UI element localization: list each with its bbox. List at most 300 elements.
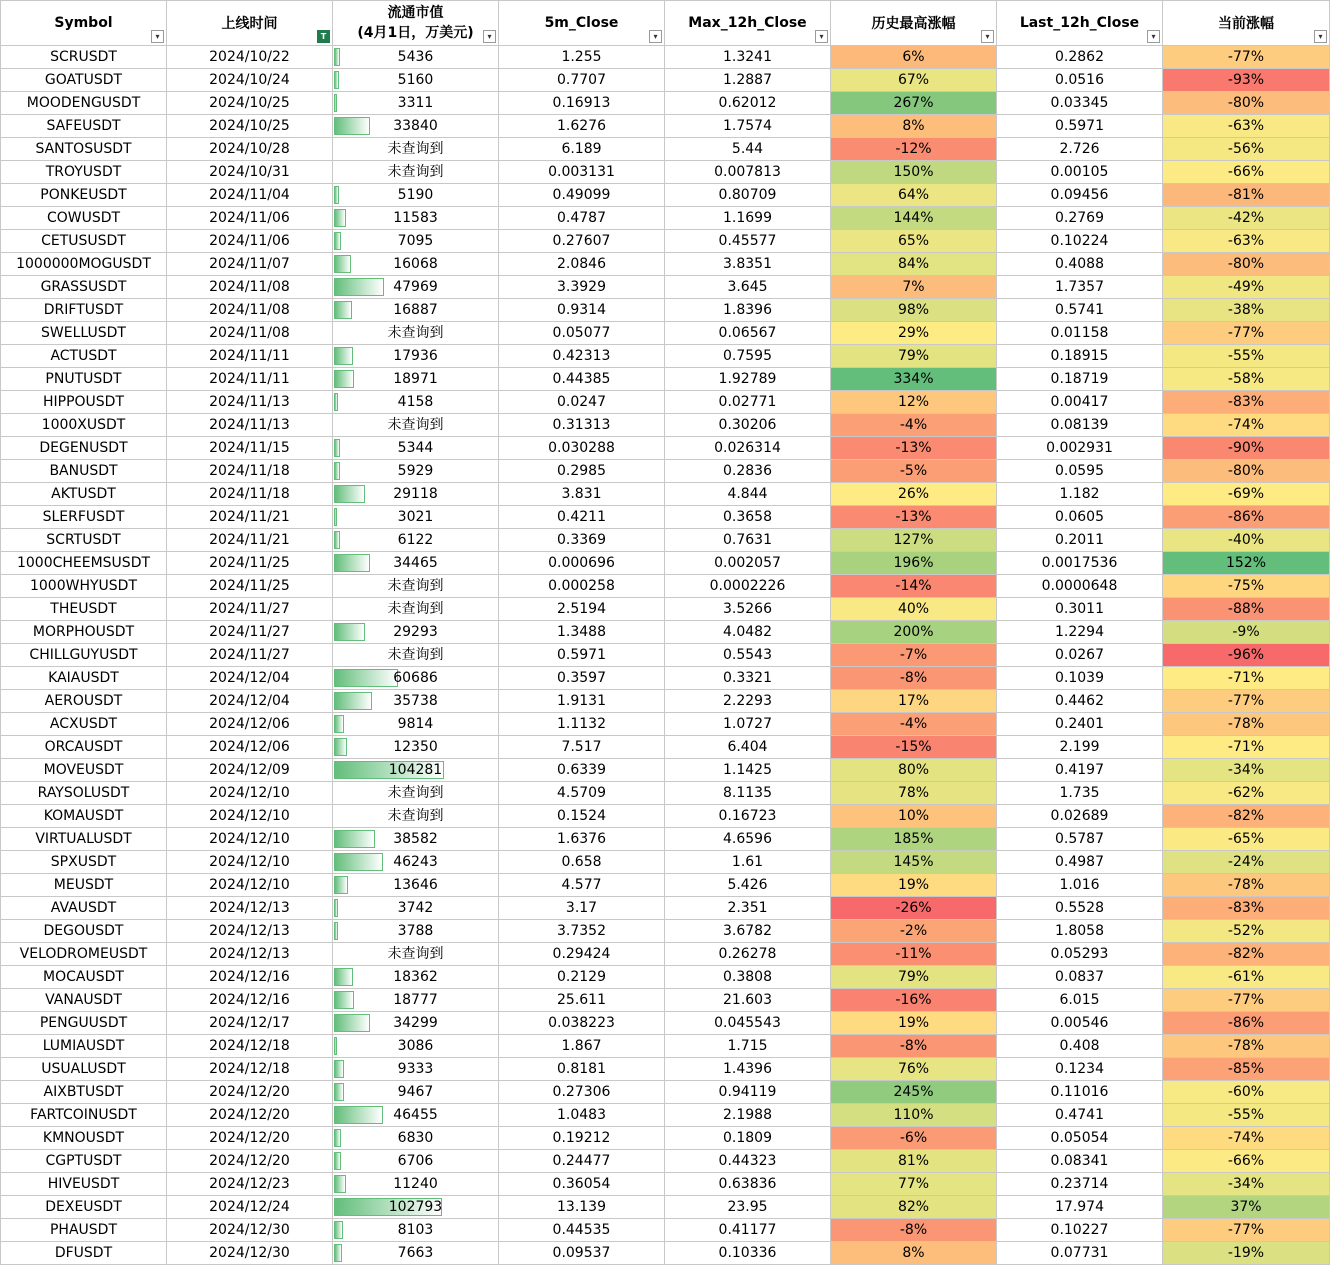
current-gain-cell[interactable]: -77% [1163, 989, 1330, 1012]
close-5m-cell[interactable]: 3.17 [499, 897, 665, 920]
header-max-12h-close[interactable] [665, 1, 831, 46]
max-12h-close-cell[interactable]: 8.1135 [665, 782, 831, 805]
market-cap-cell[interactable] [333, 736, 499, 759]
current-gain-cell[interactable]: -65% [1163, 828, 1330, 851]
symbol-cell[interactable]: ACXUSDT [1, 713, 167, 736]
last-12h-close-cell[interactable]: 0.23714 [997, 1173, 1163, 1196]
launch-date-cell[interactable]: 2024/12/09 [167, 759, 333, 782]
market-cap-cell[interactable] [333, 506, 499, 529]
launch-date-cell[interactable]: 2024/11/27 [167, 621, 333, 644]
last-12h-close-cell[interactable]: 0.0267 [997, 644, 1163, 667]
symbol-cell[interactable]: AIXBTUSDT [1, 1081, 167, 1104]
close-5m-cell[interactable]: 0.4211 [499, 506, 665, 529]
historical-max-gain-cell[interactable]: 79% [831, 966, 997, 989]
current-gain-cell[interactable]: -93% [1163, 69, 1330, 92]
max-12h-close-cell[interactable]: 0.30206 [665, 414, 831, 437]
last-12h-close-cell[interactable]: 0.2401 [997, 713, 1163, 736]
close-5m-cell[interactable]: 7.517 [499, 736, 665, 759]
historical-max-gain-cell[interactable]: 64% [831, 184, 997, 207]
launch-date-cell[interactable]: 2024/10/25 [167, 115, 333, 138]
historical-max-gain-cell[interactable]: 12% [831, 391, 997, 414]
launch-date-cell[interactable]: 2024/11/27 [167, 598, 333, 621]
market-cap-cell[interactable] [333, 966, 499, 989]
max-12h-close-cell[interactable]: 0.3321 [665, 667, 831, 690]
historical-max-gain-cell[interactable]: 29% [831, 322, 997, 345]
symbol-cell[interactable]: SLERFUSDT [1, 506, 167, 529]
last-12h-close-cell[interactable]: 0.5528 [997, 897, 1163, 920]
current-gain-cell[interactable]: -77% [1163, 690, 1330, 713]
max-12h-close-cell[interactable]: 0.1809 [665, 1127, 831, 1150]
close-5m-cell[interactable]: 0.1524 [499, 805, 665, 828]
historical-max-gain-cell[interactable]: -12% [831, 138, 997, 161]
last-12h-close-cell[interactable]: 0.08139 [997, 414, 1163, 437]
close-5m-cell[interactable]: 0.3597 [499, 667, 665, 690]
symbol-cell[interactable]: PONKEUSDT [1, 184, 167, 207]
market-cap-cell[interactable] [333, 690, 499, 713]
symbol-cell[interactable]: 1000CHEEMSUSDT [1, 552, 167, 575]
current-gain-cell[interactable]: -19% [1163, 1242, 1330, 1265]
historical-max-gain-cell[interactable]: 144% [831, 207, 997, 230]
current-gain-cell[interactable]: -80% [1163, 253, 1330, 276]
market-cap-cell[interactable] [333, 1081, 499, 1104]
symbol-cell[interactable]: SPXUSDT [1, 851, 167, 874]
launch-date-cell[interactable]: 2024/11/08 [167, 322, 333, 345]
historical-max-gain-cell[interactable]: 98% [831, 299, 997, 322]
market-cap-cell[interactable] [333, 115, 499, 138]
historical-max-gain-cell[interactable]: 8% [831, 1242, 997, 1265]
launch-date-cell[interactable]: 2024/11/13 [167, 414, 333, 437]
header-last-12h-close[interactable] [997, 1, 1163, 46]
close-5m-cell[interactable]: 13.139 [499, 1196, 665, 1219]
close-5m-cell[interactable]: 0.27306 [499, 1081, 665, 1104]
close-5m-cell[interactable]: 0.3369 [499, 529, 665, 552]
market-cap-cell[interactable] [333, 1058, 499, 1081]
max-12h-close-cell[interactable]: 0.10336 [665, 1242, 831, 1265]
max-12h-close-cell[interactable]: 0.63836 [665, 1173, 831, 1196]
historical-max-gain-cell[interactable]: -8% [831, 1219, 997, 1242]
launch-date-cell[interactable]: 2024/12/20 [167, 1104, 333, 1127]
max-12h-close-cell[interactable]: 0.045543 [665, 1012, 831, 1035]
launch-date-cell[interactable]: 2024/12/20 [167, 1081, 333, 1104]
market-cap-cell[interactable] [333, 483, 499, 506]
current-gain-cell[interactable]: -60% [1163, 1081, 1330, 1104]
historical-max-gain-cell[interactable]: 65% [831, 230, 997, 253]
last-12h-close-cell[interactable]: 0.00546 [997, 1012, 1163, 1035]
symbol-cell[interactable]: LUMIAUSDT [1, 1035, 167, 1058]
market-cap-cell[interactable] [333, 437, 499, 460]
historical-max-gain-cell[interactable]: -2% [831, 920, 997, 943]
symbol-cell[interactable]: GRASSUSDT [1, 276, 167, 299]
current-gain-cell[interactable]: -80% [1163, 460, 1330, 483]
symbol-cell[interactable]: PHAUSDT [1, 1219, 167, 1242]
max-12h-close-cell[interactable]: 1.1425 [665, 759, 831, 782]
market-cap-cell[interactable] [333, 667, 499, 690]
market-cap-cell[interactable] [333, 1104, 499, 1127]
symbol-cell[interactable]: 1000WHYUSDT [1, 575, 167, 598]
market-cap-cell[interactable] [333, 299, 499, 322]
close-5m-cell[interactable]: 0.038223 [499, 1012, 665, 1035]
current-gain-cell[interactable]: -56% [1163, 138, 1330, 161]
launch-date-cell[interactable]: 2024/12/16 [167, 989, 333, 1012]
launch-date-cell[interactable]: 2024/11/08 [167, 299, 333, 322]
last-12h-close-cell[interactable]: 0.4462 [997, 690, 1163, 713]
historical-max-gain-cell[interactable]: 19% [831, 874, 997, 897]
current-gain-cell[interactable]: -55% [1163, 345, 1330, 368]
historical-max-gain-cell[interactable]: -6% [831, 1127, 997, 1150]
current-gain-cell[interactable]: -86% [1163, 1012, 1330, 1035]
symbol-cell[interactable]: SCRUSDT [1, 46, 167, 69]
symbol-cell[interactable]: 1000000MOGUSDT [1, 253, 167, 276]
symbol-cell[interactable]: CHILLGUYUSDT [1, 644, 167, 667]
historical-max-gain-cell[interactable]: 196% [831, 552, 997, 575]
symbol-cell[interactable]: CETUSUSDT [1, 230, 167, 253]
historical-max-gain-cell[interactable]: 84% [831, 253, 997, 276]
launch-date-cell[interactable]: 2024/12/18 [167, 1058, 333, 1081]
close-5m-cell[interactable]: 0.5971 [499, 644, 665, 667]
symbol-cell[interactable]: DEGOUSDT [1, 920, 167, 943]
historical-max-gain-cell[interactable]: 78% [831, 782, 997, 805]
symbol-cell[interactable]: SANTOSUSDT [1, 138, 167, 161]
symbol-cell[interactable]: PENGUUSDT [1, 1012, 167, 1035]
market-cap-cell[interactable] [333, 138, 499, 161]
close-5m-cell[interactable]: 0.003131 [499, 161, 665, 184]
last-12h-close-cell[interactable]: 0.0000648 [997, 575, 1163, 598]
current-gain-cell[interactable]: -55% [1163, 1104, 1330, 1127]
close-5m-cell[interactable]: 0.49099 [499, 184, 665, 207]
historical-max-gain-cell[interactable]: 267% [831, 92, 997, 115]
market-cap-cell[interactable] [333, 644, 499, 667]
current-gain-cell[interactable]: -40% [1163, 529, 1330, 552]
current-gain-cell[interactable]: -80% [1163, 92, 1330, 115]
market-cap-cell[interactable] [333, 989, 499, 1012]
close-5m-cell[interactable]: 3.3929 [499, 276, 665, 299]
close-5m-cell[interactable]: 1.255 [499, 46, 665, 69]
launch-date-cell[interactable]: 2024/12/13 [167, 943, 333, 966]
close-5m-cell[interactable]: 3.831 [499, 483, 665, 506]
launch-date-cell[interactable]: 2024/10/31 [167, 161, 333, 184]
historical-max-gain-cell[interactable]: 7% [831, 276, 997, 299]
max-12h-close-cell[interactable]: 1.0727 [665, 713, 831, 736]
launch-date-cell[interactable]: 2024/12/10 [167, 874, 333, 897]
market-cap-cell[interactable] [333, 920, 499, 943]
symbol-cell[interactable]: AEROUSDT [1, 690, 167, 713]
last-12h-close-cell[interactable]: 17.974 [997, 1196, 1163, 1219]
max-12h-close-cell[interactable]: 1.7574 [665, 115, 831, 138]
launch-date-cell[interactable]: 2024/11/13 [167, 391, 333, 414]
symbol-cell[interactable]: GOATUSDT [1, 69, 167, 92]
max-12h-close-cell[interactable]: 0.3808 [665, 966, 831, 989]
current-gain-cell[interactable]: -83% [1163, 897, 1330, 920]
historical-max-gain-cell[interactable]: 17% [831, 690, 997, 713]
max-12h-close-cell[interactable]: 1.61 [665, 851, 831, 874]
header-market-cap[interactable] [333, 1, 499, 46]
market-cap-cell[interactable] [333, 529, 499, 552]
current-gain-cell[interactable]: -74% [1163, 1127, 1330, 1150]
last-12h-close-cell[interactable]: 0.2862 [997, 46, 1163, 69]
launch-date-cell[interactable]: 2024/11/11 [167, 345, 333, 368]
filter-dropdown-icon[interactable]: ▾ [981, 30, 994, 43]
max-12h-close-cell[interactable]: 0.94119 [665, 1081, 831, 1104]
historical-max-gain-cell[interactable]: 200% [831, 621, 997, 644]
max-12h-close-cell[interactable]: 0.44323 [665, 1150, 831, 1173]
last-12h-close-cell[interactable]: 0.002931 [997, 437, 1163, 460]
last-12h-close-cell[interactable]: 0.2011 [997, 529, 1163, 552]
last-12h-close-cell[interactable]: 0.1039 [997, 667, 1163, 690]
close-5m-cell[interactable]: 0.42313 [499, 345, 665, 368]
max-12h-close-cell[interactable]: 0.80709 [665, 184, 831, 207]
symbol-cell[interactable]: VANAUSDT [1, 989, 167, 1012]
symbol-cell[interactable]: DRIFTUSDT [1, 299, 167, 322]
close-5m-cell[interactable]: 0.658 [499, 851, 665, 874]
current-gain-cell[interactable]: -69% [1163, 483, 1330, 506]
symbol-cell[interactable]: DEXEUSDT [1, 1196, 167, 1219]
symbol-cell[interactable]: KOMAUSDT [1, 805, 167, 828]
current-gain-cell[interactable]: -63% [1163, 115, 1330, 138]
header-current-gain[interactable] [1163, 1, 1330, 46]
market-cap-cell[interactable] [333, 759, 499, 782]
market-cap-cell[interactable] [333, 184, 499, 207]
max-12h-close-cell[interactable]: 21.603 [665, 989, 831, 1012]
historical-max-gain-cell[interactable]: 10% [831, 805, 997, 828]
close-5m-cell[interactable]: 0.27607 [499, 230, 665, 253]
current-gain-cell[interactable]: -75% [1163, 575, 1330, 598]
current-gain-cell[interactable]: -77% [1163, 46, 1330, 69]
current-gain-cell[interactable]: -61% [1163, 966, 1330, 989]
market-cap-cell[interactable] [333, 575, 499, 598]
current-gain-cell[interactable]: -74% [1163, 414, 1330, 437]
last-12h-close-cell[interactable]: 0.5971 [997, 115, 1163, 138]
symbol-cell[interactable]: RAYSOLUSDT [1, 782, 167, 805]
max-12h-close-cell[interactable]: 3.8351 [665, 253, 831, 276]
last-12h-close-cell[interactable]: 0.10224 [997, 230, 1163, 253]
filter-dropdown-icon[interactable]: ▾ [483, 30, 496, 43]
max-12h-close-cell[interactable]: 1.4396 [665, 1058, 831, 1081]
launch-date-cell[interactable]: 2024/11/21 [167, 506, 333, 529]
launch-date-cell[interactable]: 2024/11/27 [167, 644, 333, 667]
historical-max-gain-cell[interactable]: 80% [831, 759, 997, 782]
last-12h-close-cell[interactable]: 1.016 [997, 874, 1163, 897]
close-5m-cell[interactable]: 1.9131 [499, 690, 665, 713]
last-12h-close-cell[interactable]: 0.5787 [997, 828, 1163, 851]
symbol-cell[interactable]: BANUSDT [1, 460, 167, 483]
close-5m-cell[interactable]: 1.0483 [499, 1104, 665, 1127]
symbol-cell[interactable]: HIPPOUSDT [1, 391, 167, 414]
close-5m-cell[interactable]: 1.867 [499, 1035, 665, 1058]
close-5m-cell[interactable]: 1.6376 [499, 828, 665, 851]
launch-date-cell[interactable]: 2024/12/20 [167, 1150, 333, 1173]
current-gain-cell[interactable]: -42% [1163, 207, 1330, 230]
last-12h-close-cell[interactable]: 0.4197 [997, 759, 1163, 782]
max-12h-close-cell[interactable]: 1.92789 [665, 368, 831, 391]
market-cap-cell[interactable] [333, 92, 499, 115]
close-5m-cell[interactable]: 0.6339 [499, 759, 665, 782]
close-5m-cell[interactable]: 1.1132 [499, 713, 665, 736]
filter-dropdown-icon[interactable]: ▾ [151, 30, 164, 43]
launch-date-cell[interactable]: 2024/11/25 [167, 575, 333, 598]
historical-max-gain-cell[interactable]: 82% [831, 1196, 997, 1219]
launch-date-cell[interactable]: 2024/10/24 [167, 69, 333, 92]
max-12h-close-cell[interactable]: 4.0482 [665, 621, 831, 644]
max-12h-close-cell[interactable]: 1.715 [665, 1035, 831, 1058]
launch-date-cell[interactable]: 2024/12/04 [167, 690, 333, 713]
launch-date-cell[interactable]: 2024/12/30 [167, 1242, 333, 1265]
launch-date-cell[interactable]: 2024/12/23 [167, 1173, 333, 1196]
historical-max-gain-cell[interactable]: 79% [831, 345, 997, 368]
market-cap-cell[interactable] [333, 345, 499, 368]
filter-dropdown-icon[interactable]: ▾ [1314, 30, 1327, 43]
launch-date-cell[interactable]: 2024/12/10 [167, 851, 333, 874]
historical-max-gain-cell[interactable]: 77% [831, 1173, 997, 1196]
market-cap-cell[interactable] [333, 621, 499, 644]
max-12h-close-cell[interactable]: 1.8396 [665, 299, 831, 322]
market-cap-cell[interactable] [333, 874, 499, 897]
launch-date-cell[interactable]: 2024/11/21 [167, 529, 333, 552]
current-gain-cell[interactable]: 152% [1163, 552, 1330, 575]
market-cap-cell[interactable] [333, 805, 499, 828]
max-12h-close-cell[interactable]: 0.7595 [665, 345, 831, 368]
close-5m-cell[interactable]: 0.44535 [499, 1219, 665, 1242]
symbol-cell[interactable]: VIRTUALUSDT [1, 828, 167, 851]
max-12h-close-cell[interactable]: 3.6782 [665, 920, 831, 943]
max-12h-close-cell[interactable]: 0.5543 [665, 644, 831, 667]
current-gain-cell[interactable]: -63% [1163, 230, 1330, 253]
symbol-cell[interactable]: PNUTUSDT [1, 368, 167, 391]
launch-date-cell[interactable]: 2024/12/13 [167, 897, 333, 920]
market-cap-cell[interactable] [333, 598, 499, 621]
filter-active-icon[interactable]: T [317, 30, 330, 43]
launch-date-cell[interactable]: 2024/12/16 [167, 966, 333, 989]
historical-max-gain-cell[interactable]: -13% [831, 506, 997, 529]
symbol-cell[interactable]: VELODROMEUSDT [1, 943, 167, 966]
market-cap-cell[interactable] [333, 391, 499, 414]
max-12h-close-cell[interactable]: 0.06567 [665, 322, 831, 345]
max-12h-close-cell[interactable]: 0.007813 [665, 161, 831, 184]
max-12h-close-cell[interactable]: 0.02771 [665, 391, 831, 414]
symbol-cell[interactable]: TROYUSDT [1, 161, 167, 184]
max-12h-close-cell[interactable]: 2.351 [665, 897, 831, 920]
max-12h-close-cell[interactable]: 0.2836 [665, 460, 831, 483]
historical-max-gain-cell[interactable]: -11% [831, 943, 997, 966]
current-gain-cell[interactable]: -71% [1163, 736, 1330, 759]
current-gain-cell[interactable]: -9% [1163, 621, 1330, 644]
historical-max-gain-cell[interactable]: 145% [831, 851, 997, 874]
current-gain-cell[interactable]: -34% [1163, 759, 1330, 782]
launch-date-cell[interactable]: 2024/12/13 [167, 920, 333, 943]
max-12h-close-cell[interactable]: 3.645 [665, 276, 831, 299]
historical-max-gain-cell[interactable]: 26% [831, 483, 997, 506]
symbol-cell[interactable]: COWUSDT [1, 207, 167, 230]
last-12h-close-cell[interactable]: 0.05293 [997, 943, 1163, 966]
market-cap-cell[interactable] [333, 943, 499, 966]
market-cap-cell[interactable] [333, 253, 499, 276]
historical-max-gain-cell[interactable]: 110% [831, 1104, 997, 1127]
market-cap-cell[interactable] [333, 46, 499, 69]
symbol-cell[interactable]: MEUSDT [1, 874, 167, 897]
current-gain-cell[interactable]: -71% [1163, 667, 1330, 690]
max-12h-close-cell[interactable]: 23.95 [665, 1196, 831, 1219]
header-5m-close[interactable] [499, 1, 665, 46]
historical-max-gain-cell[interactable]: 245% [831, 1081, 997, 1104]
market-cap-cell[interactable] [333, 1150, 499, 1173]
last-12h-close-cell[interactable]: 0.01158 [997, 322, 1163, 345]
max-12h-close-cell[interactable]: 1.3241 [665, 46, 831, 69]
launch-date-cell[interactable]: 2024/11/07 [167, 253, 333, 276]
current-gain-cell[interactable]: -58% [1163, 368, 1330, 391]
close-5m-cell[interactable]: 2.0846 [499, 253, 665, 276]
launch-date-cell[interactable]: 2024/11/06 [167, 230, 333, 253]
current-gain-cell[interactable]: -82% [1163, 805, 1330, 828]
market-cap-cell[interactable] [333, 782, 499, 805]
symbol-cell[interactable]: CGPTUSDT [1, 1150, 167, 1173]
market-cap-cell[interactable] [333, 69, 499, 92]
current-gain-cell[interactable]: -77% [1163, 1219, 1330, 1242]
launch-date-cell[interactable]: 2024/12/10 [167, 805, 333, 828]
launch-date-cell[interactable]: 2024/12/17 [167, 1012, 333, 1035]
last-12h-close-cell[interactable]: 0.10227 [997, 1219, 1163, 1242]
market-cap-cell[interactable] [333, 897, 499, 920]
historical-max-gain-cell[interactable]: 19% [831, 1012, 997, 1035]
market-cap-cell[interactable] [333, 552, 499, 575]
close-5m-cell[interactable]: 0.36054 [499, 1173, 665, 1196]
close-5m-cell[interactable]: 0.09537 [499, 1242, 665, 1265]
max-12h-close-cell[interactable]: 0.45577 [665, 230, 831, 253]
max-12h-close-cell[interactable]: 4.844 [665, 483, 831, 506]
symbol-cell[interactable]: SAFEUSDT [1, 115, 167, 138]
max-12h-close-cell[interactable]: 1.1699 [665, 207, 831, 230]
last-12h-close-cell[interactable]: 0.05054 [997, 1127, 1163, 1150]
close-5m-cell[interactable]: 1.3488 [499, 621, 665, 644]
max-12h-close-cell[interactable]: 3.5266 [665, 598, 831, 621]
historical-max-gain-cell[interactable]: -7% [831, 644, 997, 667]
current-gain-cell[interactable]: -78% [1163, 1035, 1330, 1058]
current-gain-cell[interactable]: -77% [1163, 322, 1330, 345]
max-12h-close-cell[interactable]: 4.6596 [665, 828, 831, 851]
max-12h-close-cell[interactable]: 0.3658 [665, 506, 831, 529]
current-gain-cell[interactable]: 37% [1163, 1196, 1330, 1219]
launch-date-cell[interactable]: 2024/12/06 [167, 736, 333, 759]
close-5m-cell[interactable]: 3.7352 [499, 920, 665, 943]
historical-max-gain-cell[interactable]: -14% [831, 575, 997, 598]
symbol-cell[interactable]: KMNOUSDT [1, 1127, 167, 1150]
last-12h-close-cell[interactable]: 0.00105 [997, 161, 1163, 184]
market-cap-cell[interactable] [333, 1242, 499, 1265]
close-5m-cell[interactable]: 4.5709 [499, 782, 665, 805]
symbol-cell[interactable]: MOCAUSDT [1, 966, 167, 989]
historical-max-gain-cell[interactable]: -4% [831, 713, 997, 736]
max-12h-close-cell[interactable]: 0.0002226 [665, 575, 831, 598]
current-gain-cell[interactable]: -78% [1163, 713, 1330, 736]
historical-max-gain-cell[interactable]: 334% [831, 368, 997, 391]
historical-max-gain-cell[interactable]: 8% [831, 115, 997, 138]
max-12h-close-cell[interactable]: 2.1988 [665, 1104, 831, 1127]
last-12h-close-cell[interactable]: 0.0516 [997, 69, 1163, 92]
current-gain-cell[interactable]: -82% [1163, 943, 1330, 966]
last-12h-close-cell[interactable]: 0.00417 [997, 391, 1163, 414]
filter-dropdown-icon[interactable]: ▾ [815, 30, 828, 43]
launch-date-cell[interactable]: 2024/12/20 [167, 1127, 333, 1150]
historical-max-gain-cell[interactable]: 81% [831, 1150, 997, 1173]
launch-date-cell[interactable]: 2024/12/10 [167, 782, 333, 805]
current-gain-cell[interactable]: -88% [1163, 598, 1330, 621]
launch-date-cell[interactable]: 2024/12/10 [167, 828, 333, 851]
launch-date-cell[interactable]: 2024/10/22 [167, 46, 333, 69]
market-cap-cell[interactable] [333, 161, 499, 184]
market-cap-cell[interactable] [333, 1219, 499, 1242]
last-12h-close-cell[interactable]: 0.4088 [997, 253, 1163, 276]
close-5m-cell[interactable]: 25.611 [499, 989, 665, 1012]
symbol-cell[interactable]: SWELLUSDT [1, 322, 167, 345]
last-12h-close-cell[interactable]: 0.07731 [997, 1242, 1163, 1265]
